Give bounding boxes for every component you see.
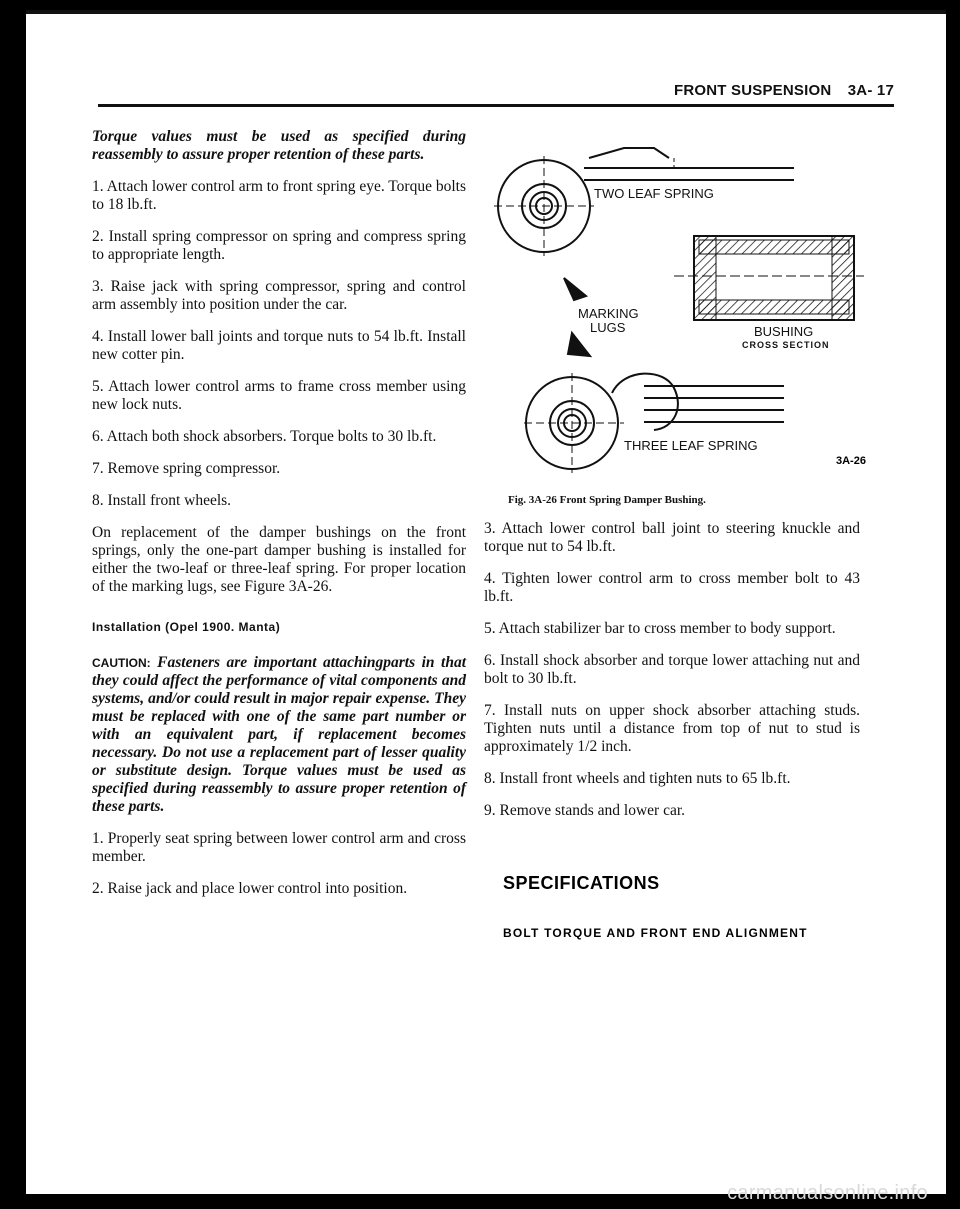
label-bushing: BUSHING [754, 324, 814, 339]
label-marking: MARKING [578, 306, 639, 321]
page-number: 3A- 17 [847, 82, 894, 99]
specifications-subheading: BOLT TORQUE AND FRONT END ALIGNMENT [503, 926, 808, 940]
step-item: 1. Attach lower control arm to front spring eye. Torque bolts to 18 lb.ft. [92, 178, 466, 213]
label-lugs: LUGS [590, 320, 626, 335]
label-three-leaf-spring: THREE LEAF SPRING [624, 438, 758, 453]
specifications-heading: SPECIFICATIONS [503, 873, 660, 893]
spring-bushing-figure [494, 128, 864, 473]
label-cross-section: CROSS SECTION [742, 340, 830, 350]
step-item: 4. Tighten lower control arm to cross member bolt to 43 lb.ft. [484, 570, 860, 605]
figure-id: 3A-26 [836, 455, 866, 467]
step-item: 8. Install front wheels and tighten nuts to 65 lb.ft. [484, 770, 791, 787]
step-item: 5. Attach lower control arms to frame cross member using new lock nuts. [92, 378, 466, 413]
step-item: 3. Attach lower control ball joint to steering knuckle and torque nut to 54 lb.ft. [484, 520, 860, 555]
label-two-leaf-spring: TWO LEAF SPRING [594, 186, 714, 201]
installation-heading: Installation (Opel 1900. Manta) [92, 620, 281, 634]
step-item: 6. Attach both shock absorbers. Torque bolts to 30 lb.ft. [92, 428, 437, 445]
bushing-note: On replacement of the damper bushings on the front springs, only the one-part damper bushing is installed for either the two-leaf or three-leaf spring. For proper location of the marking lugs, see Figure 3A-26. [92, 524, 466, 595]
step-item: 3. Raise jack with spring compressor, spring and control arm assembly into position under the car. [92, 278, 466, 313]
step-item: 8. Install front wheels. [92, 492, 232, 509]
step-item: 2. Raise jack and place lower control into position. [92, 880, 408, 897]
step-item: 4. Install lower ball joints and torque nuts to 54 lb.ft. Install new cotter pin. [92, 328, 466, 363]
step-item: 5. Attach stabilizer bar to cross member to body support. [484, 620, 836, 637]
figure-drawing [494, 128, 864, 473]
caution-text: Fasteners are important attachingparts in that they could affect the performance of vital components and systems, and/or could result in major repair expense. They must be replaced with one of the same part number or with an equivalent part, if replacement becomes necessary. Do not use a replacement part of lesser quality or substitute design. Torque values must be used as specified during reassembly to assure proper retention of these parts. [92, 654, 467, 815]
step-item: 7. Install nuts on upper shock absorber attaching studs. Tighten nuts until a distance from top of nut to stud is approximately 1/2 inch. [484, 702, 860, 755]
step-item: 2. Install spring compressor on spring and compress spring to appropriate length. [92, 228, 466, 263]
header-rule [98, 104, 894, 107]
caution-block [92, 654, 466, 816]
step-item: 6. Install shock absorber and torque lower attaching nut and bolt to 30 lb.ft. [484, 652, 860, 687]
section-title: FRONT SUSPENSION [674, 82, 832, 99]
figure-caption: Fig. 3A-26 Front Spring Damper Bushing. [508, 494, 706, 506]
page-header [674, 82, 894, 99]
bottom-border [0, 1184, 946, 1209]
right-column [484, 520, 860, 834]
step-item: 7. Remove spring compressor. [92, 460, 281, 477]
manual-page [26, 10, 946, 1194]
step-item: 9. Remove stands and lower car. [484, 802, 686, 819]
watermark-text: carmanualsonline.info [727, 1182, 928, 1204]
step-item: 1. Properly seat spring between lower control arm and cross member. [92, 830, 466, 865]
left-column [92, 128, 466, 912]
caution-label: CAUTION: [92, 656, 151, 670]
intro-warning: Torque values must be used as specified during reassembly to assure proper retention of these parts. [92, 128, 466, 163]
top-border [26, 10, 946, 14]
